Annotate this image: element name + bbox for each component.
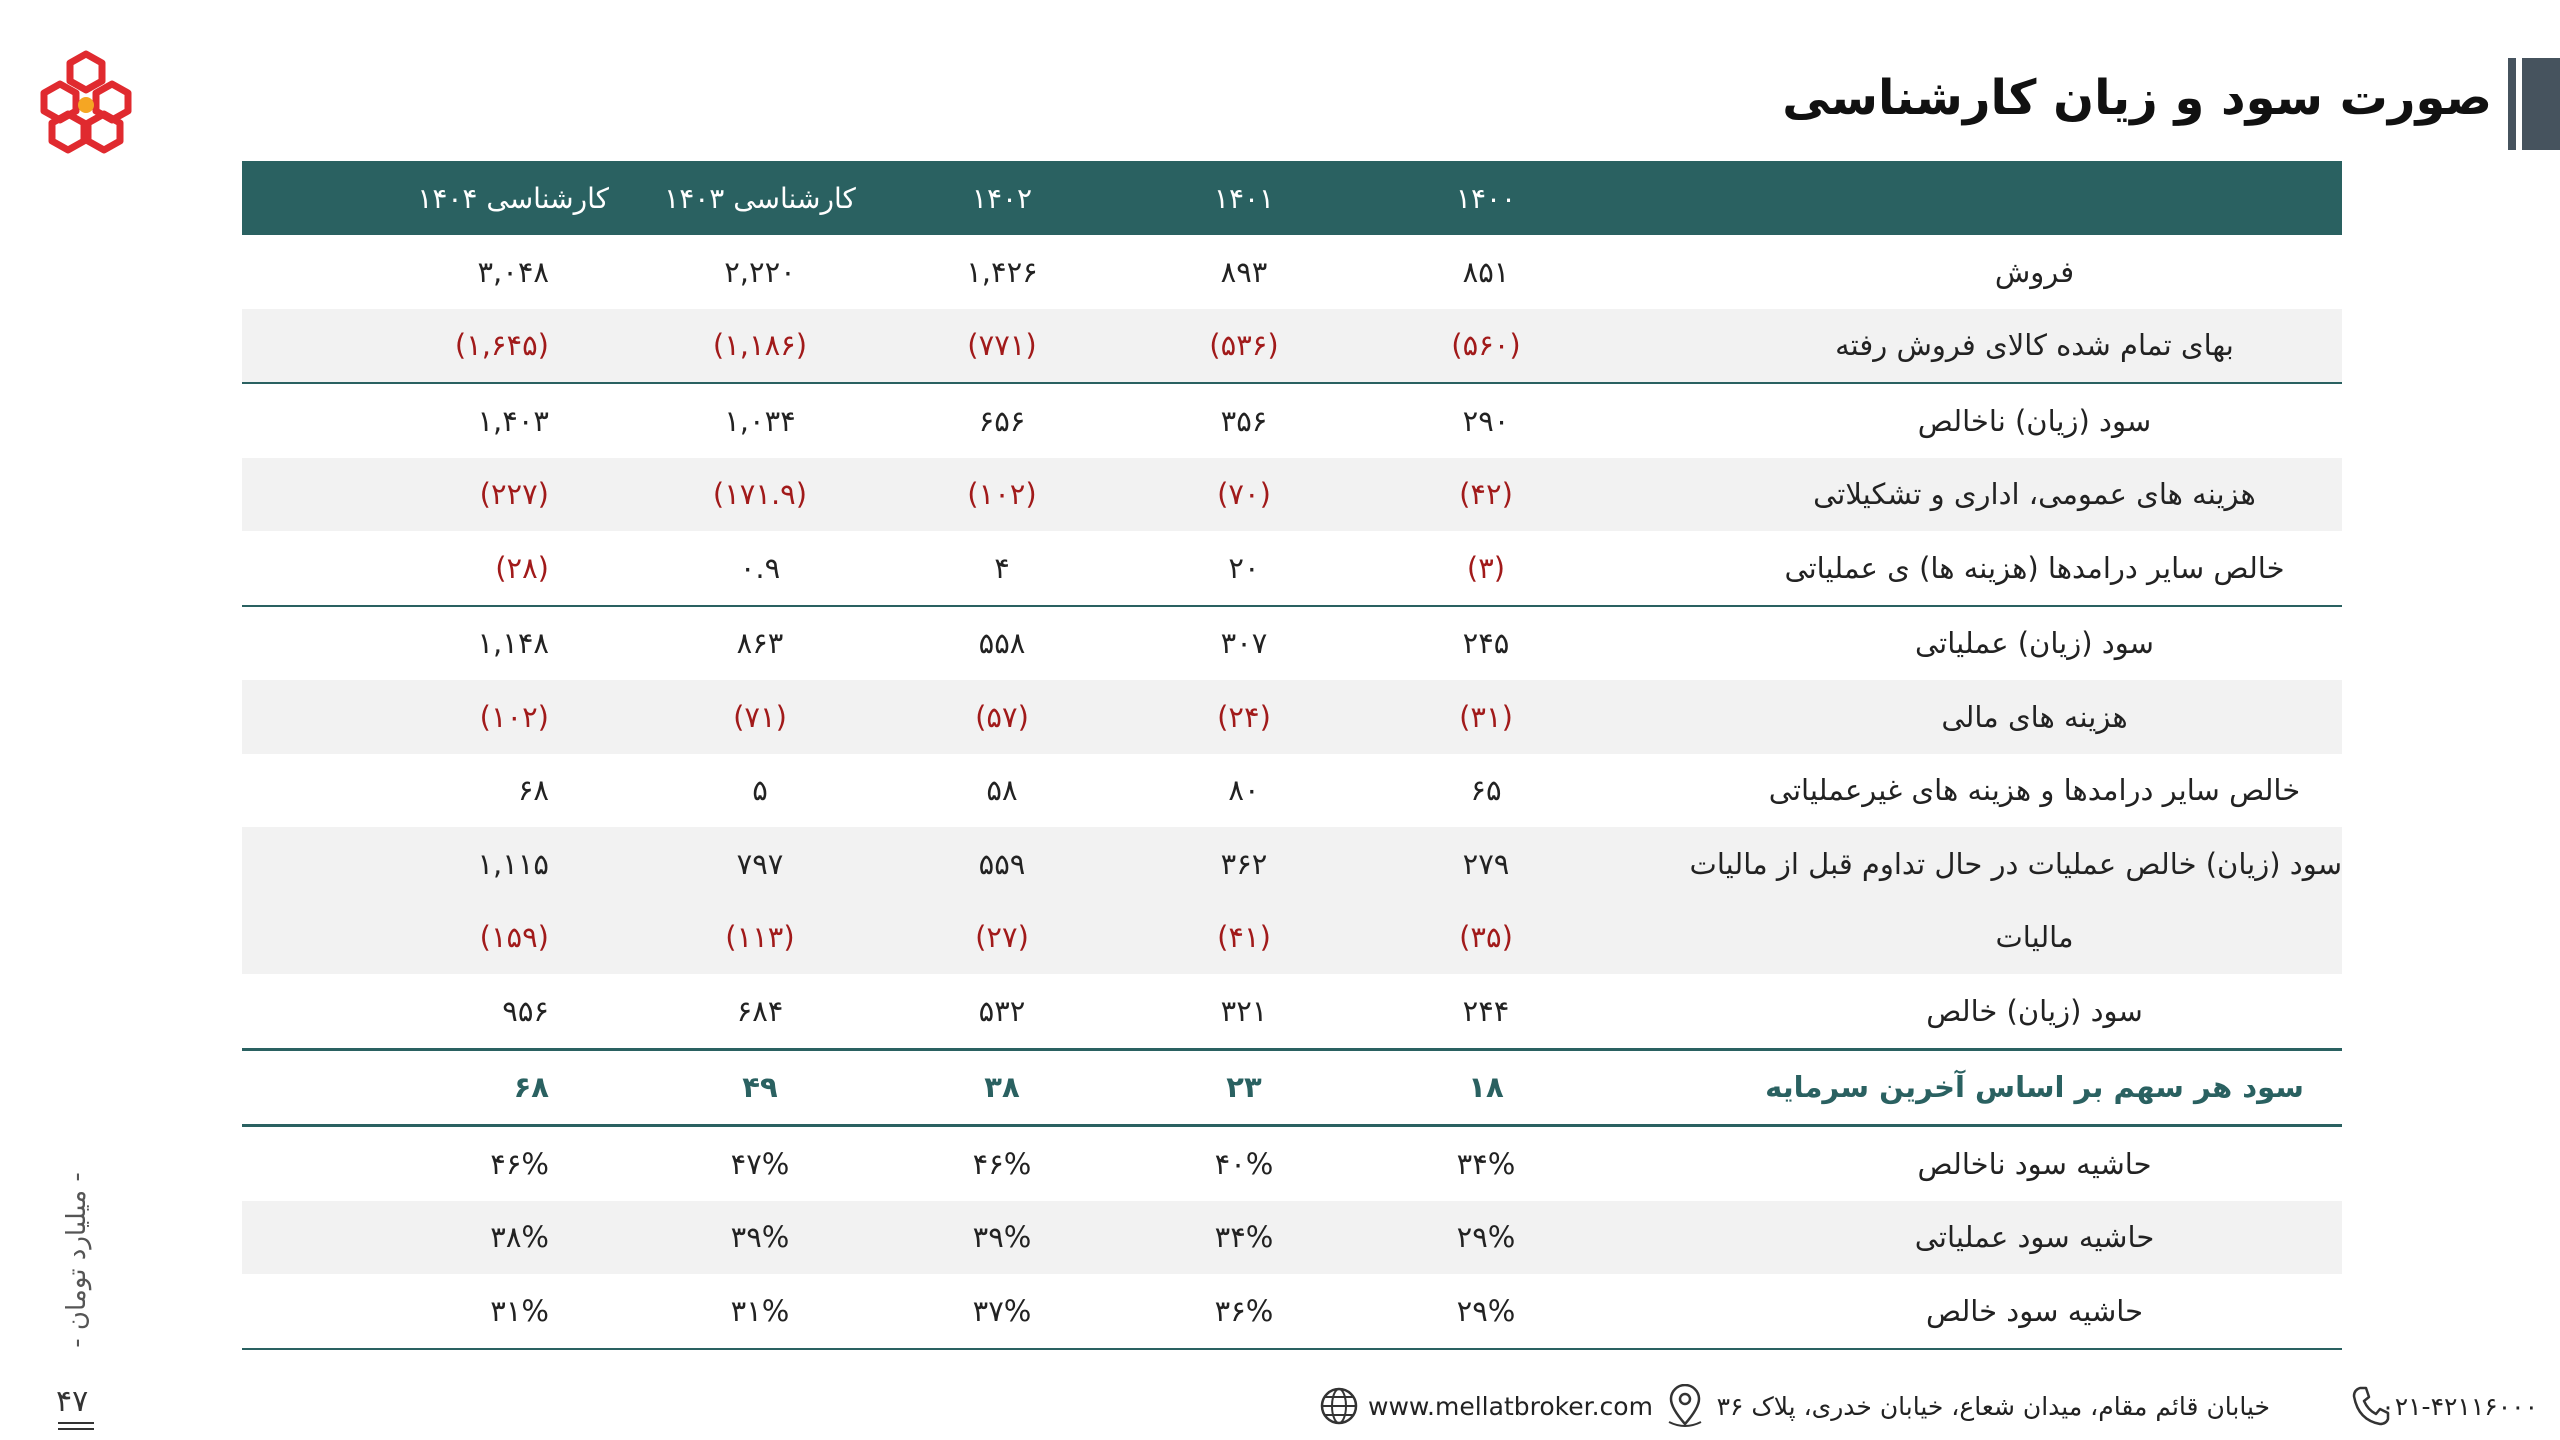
row-label: هزینه های مالی bbox=[1607, 680, 2342, 754]
cell-value: ۸۶۳ bbox=[736, 626, 784, 661]
cell-value: ۱,۴۲۶ bbox=[966, 254, 1038, 289]
cell-value: (۵۷) bbox=[881, 680, 1123, 754]
cell-value: ۳۱% bbox=[639, 1274, 881, 1349]
cell-value: ۵۵۸ bbox=[978, 626, 1026, 661]
row-label: فروش bbox=[1994, 254, 2075, 289]
row-label: سود (زیان) خالص bbox=[1607, 974, 2342, 1049]
cell-value: (۳۵) bbox=[1365, 901, 1607, 975]
cell-value: (۳۱) bbox=[1365, 680, 1607, 754]
cell-value: ۵۵۹ bbox=[881, 827, 1123, 901]
cell-value: (۷۰) bbox=[1123, 458, 1365, 532]
cell-value: ۸۹۳ bbox=[1220, 254, 1268, 289]
table-row bbox=[242, 680, 2342, 754]
cell-value: (۱۰۲) bbox=[242, 680, 639, 754]
cell-value: ۰.۹ bbox=[639, 531, 881, 606]
table-row bbox=[242, 383, 2342, 458]
table-header-row bbox=[242, 161, 2342, 235]
cell-value: ۵۳۲ bbox=[881, 974, 1123, 1049]
cell-value: (۱,۱۸۶) bbox=[639, 309, 881, 384]
column-header: ۱۴۰۱ bbox=[1123, 161, 1365, 235]
cell-value: ۴۰% bbox=[1214, 1146, 1274, 1181]
column-header bbox=[1607, 161, 2342, 235]
cell-value: ۱,۱۱۵ bbox=[242, 827, 639, 901]
cell-value: ۲۳ bbox=[1123, 1049, 1365, 1126]
cell-value: ۹۵۶ bbox=[242, 974, 639, 1049]
cell-value: (۱۵۹) bbox=[242, 901, 639, 975]
row-label: بهای تمام شده کالای فروش رفته bbox=[1607, 309, 2342, 384]
cell-value: (۷۷۱) bbox=[881, 309, 1123, 384]
cell-value: ۲۰ bbox=[1123, 531, 1365, 606]
cell-value: (۱۱۳) bbox=[639, 901, 881, 975]
row-label: خالص سایر درامدها و هزینه های غیرعملیاتی bbox=[1768, 773, 2301, 808]
cell-value: ۳۹% bbox=[639, 1201, 881, 1275]
cell-value: ۴۹ bbox=[639, 1049, 881, 1126]
logo-icon bbox=[38, 50, 134, 154]
page-number: ۴۷ bbox=[56, 1384, 89, 1419]
cell-value: ۶۸ bbox=[517, 773, 549, 808]
page-title: صورت سود و زیان کارشناسی bbox=[1782, 70, 2492, 126]
cell-value: ۳۹% bbox=[881, 1201, 1123, 1275]
table-row bbox=[242, 309, 2342, 384]
cell-value: ۵۸ bbox=[986, 773, 1018, 808]
title-accent-bar bbox=[2522, 58, 2560, 150]
page-number-underline bbox=[58, 1422, 94, 1424]
table-row bbox=[242, 1126, 2342, 1201]
row-label: سود (زیان) ناخالص bbox=[1917, 403, 2152, 438]
cell-value: ۲۹% bbox=[1365, 1274, 1607, 1349]
cell-value: (۲۸) bbox=[242, 531, 639, 606]
cell-value: ۳۷% bbox=[881, 1274, 1123, 1349]
column-header: کارشناسی ۱۴۰۳ bbox=[639, 161, 881, 235]
row-label: خالص سایر درامدها (هزینه ها) ی عملیاتی bbox=[1607, 531, 2342, 606]
cell-value: ۳۶% bbox=[1123, 1274, 1365, 1349]
footer-phone: ۰۲۱-۴۲۱۱۶۰۰۰ bbox=[2381, 1392, 2538, 1421]
cell-value: ۲۴۵ bbox=[1462, 626, 1510, 661]
footer-address: خیابان قائم مقام، میدان شعاع، خیابان خدری، پلاک ۳۶ bbox=[1716, 1392, 2270, 1421]
cell-value: (۲۷) bbox=[881, 901, 1123, 975]
cell-value: ۴۶% bbox=[490, 1146, 549, 1181]
cell-value: ۲۷۹ bbox=[1365, 827, 1607, 901]
table-row bbox=[242, 235, 2342, 309]
cell-value: ۱,۴۰۳ bbox=[477, 403, 549, 438]
table-row bbox=[242, 1274, 2342, 1349]
column-header: کارشناسی ۱۴۰۴ bbox=[242, 161, 639, 235]
cell-value: ۶۸ bbox=[242, 1049, 639, 1126]
globe-icon bbox=[1318, 1384, 1360, 1428]
cell-value: (۱,۶۴۵) bbox=[242, 309, 639, 384]
cell-value: ۳۰۷ bbox=[1220, 626, 1268, 661]
cell-value: ۷۹۷ bbox=[639, 827, 881, 901]
cell-value: ۱,۱۴۸ bbox=[477, 626, 549, 661]
cell-value: ۲۹% bbox=[1365, 1201, 1607, 1275]
cell-value: ۶۵ bbox=[1470, 773, 1502, 808]
cell-value: (۴۱) bbox=[1123, 901, 1365, 975]
cell-value: ۳۸% bbox=[242, 1201, 639, 1275]
column-header: ۱۴۰۰ bbox=[1365, 161, 1607, 235]
cell-value: ۳۸ bbox=[881, 1049, 1123, 1126]
table-row bbox=[242, 901, 2342, 975]
cell-value: ۳۵۶ bbox=[1220, 403, 1268, 438]
cell-value: (۳) bbox=[1365, 531, 1607, 606]
cell-value: ۶۵۶ bbox=[978, 403, 1026, 438]
cell-value: ۴۷% bbox=[730, 1146, 790, 1181]
cell-value: ۳۲۱ bbox=[1123, 974, 1365, 1049]
table-row bbox=[242, 754, 2342, 828]
cell-value: ۶۸۴ bbox=[639, 974, 881, 1049]
row-label: حاشیه سود عملیاتی bbox=[1607, 1201, 2342, 1275]
cell-value: ۴ bbox=[881, 531, 1123, 606]
table-row bbox=[242, 974, 2342, 1049]
row-label: سود هر سهم بر اساس آخرین سرمایه bbox=[1607, 1049, 2342, 1126]
column-header: ۱۴۰۲ bbox=[881, 161, 1123, 235]
cell-value: ۸۵۱ bbox=[1462, 254, 1510, 289]
table-row bbox=[242, 827, 2342, 901]
location-pin-icon bbox=[1665, 1384, 1705, 1430]
cell-value: ۳۴% bbox=[1123, 1201, 1365, 1275]
row-label: حاشیه سود ناخالص bbox=[1917, 1146, 2152, 1181]
cell-value: ۲۴۴ bbox=[1365, 974, 1607, 1049]
cell-value: (۱۰۲) bbox=[881, 458, 1123, 532]
cell-value: ۴۶% bbox=[972, 1146, 1032, 1181]
footer-website[interactable]: www.mellatbroker.com bbox=[1368, 1392, 1653, 1421]
row-label: سود (زیان) خالص عملیات در حال تداوم قبل از مالیات bbox=[1607, 827, 2342, 901]
cell-value: ۳,۰۴۸ bbox=[477, 254, 549, 289]
table-row bbox=[242, 531, 2342, 606]
cell-value: ۱۸ bbox=[1365, 1049, 1607, 1126]
income-statement-table bbox=[242, 161, 2342, 1350]
cell-value: (۴۲) bbox=[1365, 458, 1607, 532]
cell-value: (۲۴) bbox=[1123, 680, 1365, 754]
table-row bbox=[242, 1201, 2342, 1275]
cell-value: (۷۱) bbox=[639, 680, 881, 754]
cell-value: ۳۴% bbox=[1456, 1146, 1516, 1181]
cell-value: (۵۳۶) bbox=[1123, 309, 1365, 384]
unit-note: - میلیارد تومان - bbox=[62, 1172, 92, 1348]
cell-value: ۲۹۰ bbox=[1462, 403, 1510, 438]
row-label: حاشیه سود خالص bbox=[1607, 1274, 2342, 1349]
cell-value: (۲۲۷) bbox=[242, 458, 639, 532]
row-label: سود (زیان) عملیاتی bbox=[1915, 626, 2154, 661]
cell-value: ۳۶۲ bbox=[1123, 827, 1365, 901]
cell-value: ۱,۰۳۴ bbox=[724, 403, 796, 438]
cell-value: ۵ bbox=[752, 773, 768, 808]
cell-value: ۲,۲۲۰ bbox=[724, 254, 796, 289]
row-label: مالیات bbox=[1607, 901, 2342, 975]
cell-value: (۵۶۰) bbox=[1365, 309, 1607, 384]
cell-value: ۳۱% bbox=[242, 1274, 639, 1349]
table-row bbox=[242, 458, 2342, 532]
cell-value: ۸۰ bbox=[1228, 773, 1260, 808]
table-row bbox=[242, 1049, 2342, 1126]
cell-value: (۱۷۱.۹) bbox=[639, 458, 881, 532]
table-row bbox=[242, 606, 2342, 681]
row-label: هزینه های عمومی، اداری و تشکیلاتی bbox=[1607, 458, 2342, 532]
